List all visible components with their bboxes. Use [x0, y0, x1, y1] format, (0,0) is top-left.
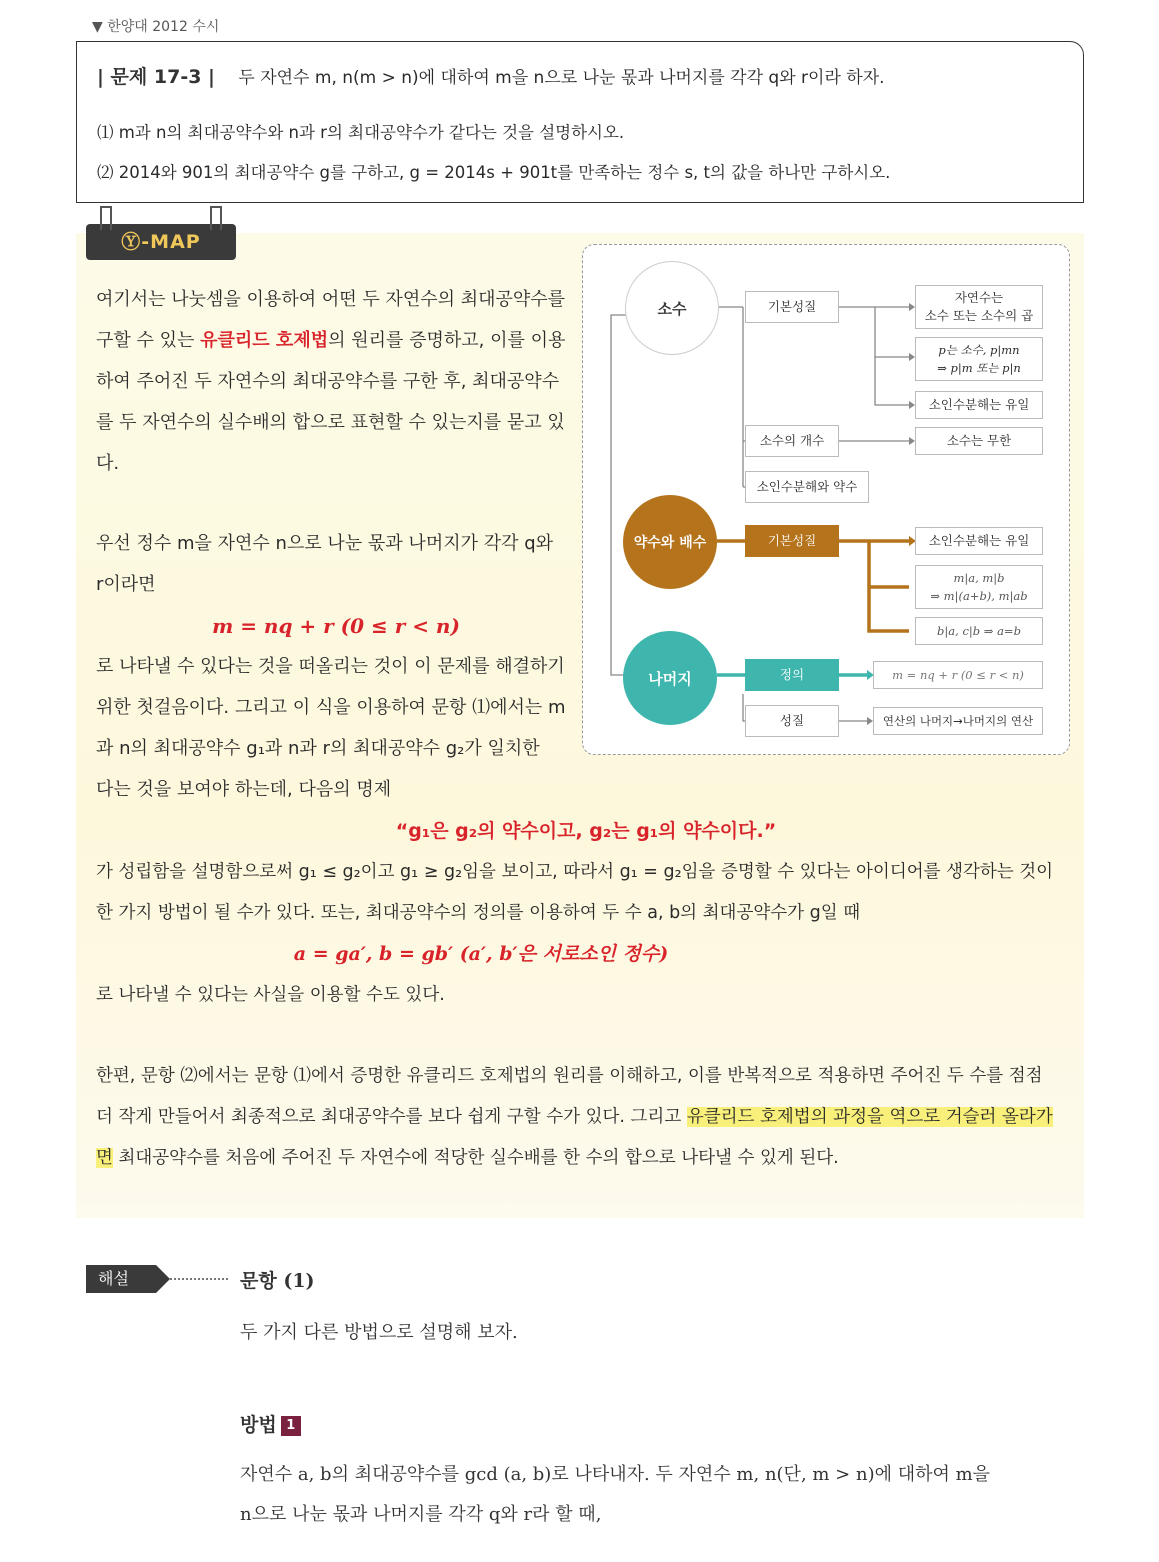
ymap-p5-line2	[96, 1097, 1053, 1137]
problem-stem-line	[97, 62, 885, 89]
node-prime: 소수	[625, 261, 719, 355]
leaf-remainder-operation: 연산의 나머지→나머지의 연산	[873, 707, 1043, 735]
problem-question-1: ⑴ m과 n의 최대공약수와 n과 r의 최대공약수가 같다는 것을 설명하시오.	[97, 123, 625, 142]
solution-tag: 해설	[86, 1265, 156, 1293]
reverse-euclid-highlight-end: 면	[96, 1148, 113, 1168]
text: 자연수는	[954, 290, 1004, 305]
concept-mindmap	[582, 244, 1070, 755]
box-remainder-prop: 성질	[745, 705, 839, 737]
ymap-p1-line5: 다.	[96, 453, 120, 474]
leaf-divides-sum	[915, 565, 1043, 609]
leaf-unique-factorization: 소인수분해는 유일	[915, 391, 1043, 419]
problem-label: | 문제 17-3 |	[97, 66, 215, 88]
leaf-infinite-primes: 소수는 무한	[915, 427, 1043, 455]
ymap-p4-line3: 로 나타낼 수 있다는 사실을 이용할 수도 있다.	[96, 985, 445, 1005]
ymap-p1-line4: 를 두 자연수의 실수배의 합으로 표현할 수 있는지를 묻고 있	[96, 412, 565, 433]
problem-question-2: ⑵ 2014와 901의 최대공약수 g를 구하고, g = 2014s + 901t를 만족하는 정수 s, t의 값을 하나만 구하시오.	[97, 163, 891, 182]
source-label: ▼ 한양대 2012 수시	[92, 19, 220, 35]
node-divisor-multiple: 약수와 배수	[623, 495, 717, 589]
problem-stem: 두 자연수 m, n(m > n)에 대하여 m을 n으로 나눈 몫과 나머지를 각각 q와 r이라 하자.	[238, 68, 885, 88]
solution-intro: 두 가지 다른 방법으로 설명해 보자.	[240, 1322, 518, 1343]
ymap-p3-line4: 다는 것을 보여야 하는데, 다음의 명제	[96, 779, 392, 800]
node-remainder: 나머지	[623, 631, 717, 725]
ymap-tag	[86, 224, 236, 260]
euclid-highlight: 유클리드 호제법	[200, 330, 329, 351]
reverse-euclid-highlight: 유클리드 호제법의 과정을 역으로 거슬러 올라가	[686, 1107, 1053, 1127]
text: 더 작게 만들어서 최종적으로 최대공약수를 보다 쉽게 구할 수가 있다. 그리고	[96, 1107, 687, 1127]
ymap-p5-line1: 한편, 문항 ⑵에서는 문항 ⑴에서 증명한 유클리드 호제법의 원리를 이해하고, 이를 반복적으로 적용하면 주어진 두 수를 점점	[96, 1066, 1043, 1086]
ymap-p1-line3: 하여 주어진 두 자연수의 최대공약수를 구한 후, 최대공약수	[96, 371, 560, 392]
box-prime-factor: 소인수분해와 약수	[745, 471, 869, 503]
leaf-mutual-divides: b|a, c|b ⇒ a=b	[915, 617, 1043, 645]
method-badge: 1	[281, 1416, 301, 1436]
proposition-quote: “g₁은 g₂의 약수이고, g₂는 g₁의 약수이다.”	[395, 820, 777, 842]
ymap-p1-line1: 여기서는 나눗셈을 이용하여 어떤 두 자연수의 최대공약수를	[96, 289, 566, 310]
leaf-natural-number	[915, 285, 1043, 329]
method-heading	[240, 1410, 301, 1437]
text: 구할 수 있는	[96, 330, 201, 351]
ymap-p1-line2	[96, 321, 565, 361]
text: m|a, m|b	[953, 571, 1005, 585]
method-line1: 자연수 a, b의 최대공약수를 gcd (a, b)로 나타내자. 두 자연수 m, n(단, m > n)에 대하여 m을	[240, 1464, 991, 1485]
text: 최대공약수를 처음에 주어진 두 자연수에 적당한 실수배를 한 수의 합으로 나타낼 수 있게 된다.	[112, 1148, 839, 1168]
text: 소수 또는 소수의 곱	[924, 308, 1034, 323]
problem-box	[76, 41, 1084, 203]
tag-hook-left	[100, 206, 112, 230]
ymap-tag-label: Ⓨ-MAP	[121, 231, 201, 253]
box-divisor-basic: 기본성질	[745, 525, 839, 557]
text: ⇒ p|m 또는 p|n	[937, 361, 1021, 375]
text: p는 소수, p|mn	[938, 343, 1020, 357]
box-prime-count: 소수의 개수	[745, 425, 839, 457]
ymap-p4-line1: 가 성립함을 설명함으로써 g₁ ≤ g₂이고 g₁ ≥ g₂임을 보이고, 따라서 g₁ = g₂임을 증명할 수 있다는 아이디어를 생각하는 것이	[96, 862, 1054, 882]
ymap-p3-line3: 과 n의 최대공약수 g₁과 n과 r의 최대공약수 g₂가 일치한	[96, 738, 540, 759]
ymap-p4-line2: 한 가지 방법이 될 수가 있다. 또는, 최대공약수의 정의를 이용하여 두 수 a, b의 최대공약수가 g일 때	[96, 903, 861, 923]
text: ⇒ m|(a+b), m|ab	[930, 589, 1028, 603]
text: 의 원리를 증명하고, 이를 이용	[328, 330, 566, 351]
solution-item: 문항 (1)	[240, 1270, 315, 1292]
tag-hook-right	[210, 206, 222, 230]
ymap-p5-line3	[96, 1138, 839, 1178]
method-line2: n으로 나눈 몫과 나머지를 각각 q와 r라 할 때,	[240, 1504, 602, 1525]
leaf-unique-factorization-2: 소인수분해는 유일	[915, 527, 1043, 555]
solution-leader	[170, 1278, 228, 1280]
leaf-prime-divides	[915, 337, 1043, 381]
ymap-p3-line2: 위한 첫걸음이다. 그리고 이 식을 이용하여 문항 ⑴에서는 m	[96, 697, 566, 718]
leaf-division-eq: m = nq + r (0 ≤ r < n)	[873, 661, 1043, 689]
box-remainder-def: 정의	[745, 659, 839, 691]
ymap-p2-line2: r이라면	[96, 574, 156, 595]
equation-division: m = nq + r (0 ≤ r < n)	[212, 614, 460, 638]
box-prime-basic: 기본성질	[745, 291, 839, 323]
equation-gcd-def: a = ga′, b = gb′ (a′, b′은 서로소인 정수)	[293, 943, 669, 965]
ymap-p3-line1: 로 나타낼 수 있다는 것을 떠올리는 것이 이 문제를 해결하기	[96, 656, 565, 677]
ymap-p2-line1: 우선 정수 m을 자연수 n으로 나눈 몫과 나머지가 각각 q와	[96, 533, 554, 554]
method-label: 방법	[240, 1414, 277, 1436]
